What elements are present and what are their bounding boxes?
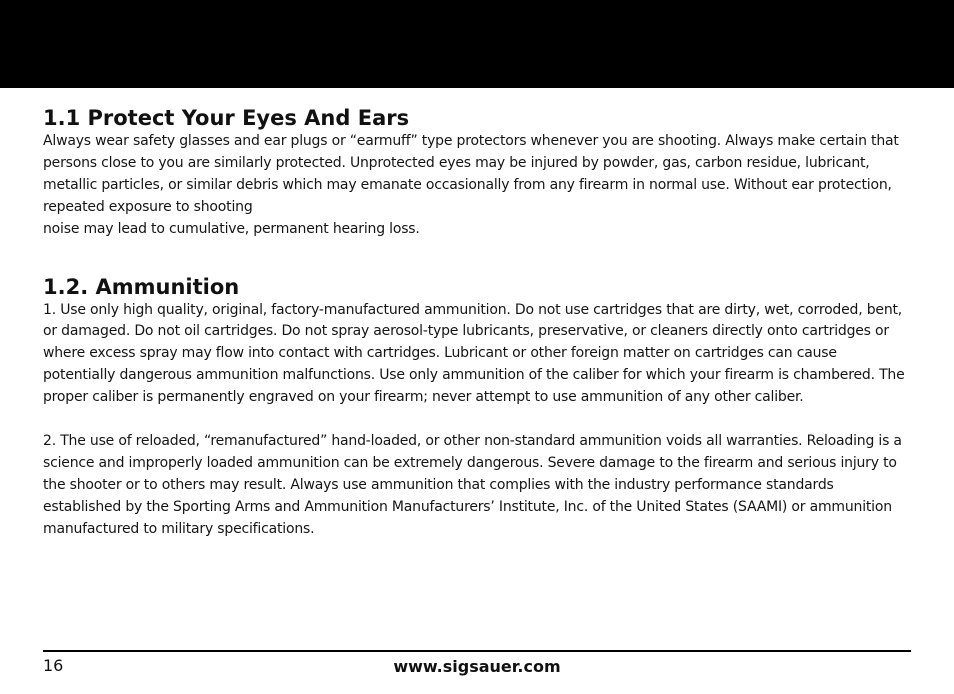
section-ammunition xyxy=(43,274,913,541)
paragraph-ammunition-1: 1. Use only high quality, original, factory-manufactured ammunition. Do not use cartridges that are dirty, wet, corroded, bent, or damaged. Do not oil cartridges. Do not spray aerosol-type lubricants, preservative, or cleaners directly onto cartridges or where excess spray may flow into contact with cartridges. Lubricant or other foreign matter on cartridges can cause potentially dangerous ammunition malfunctions. Use only ammunition of the caliber for which your firearm is chambered. The proper caliber is permanently engraved on your firearm; never attempt to use ammunition of any other caliber. xyxy=(43,301,905,406)
header-bar xyxy=(0,0,954,88)
paragraph-eyes-ears-1: Always wear safety glasses and ear plugs or “earmuff” type protectors whenever you are shooting. Always make certain that persons close to you are similarly protected. Unprotected eyes may be injured by powder, gas, carbon residue, lubricant, metallic particles, or similar debris which may emanate occasionally from any firearm in normal use. Without ear protection, repeated exposure to shooting xyxy=(43,133,899,215)
footer-divider xyxy=(43,650,911,652)
paragraph-ammunition-2: 2. The use of reloaded, “remanufactured” hand-loaded, or other non-standard ammunition voids all warranties. Reloading is a science and improperly loaded ammunition can be extremely dangerous. Severe damage to the firearm and serious injury to the shooter or to others may result. Always use ammunition that complies with the industry performance standards established by the Sporting Arms and Ammunition Manufacturers’ Institute, Inc. of the United States (SAAMI) or ammunition manufactured to military specifications. xyxy=(43,432,902,537)
section-heading-eyes-ears: 1.1 Protect Your Eyes And Ears xyxy=(43,106,410,130)
paragraph-eyes-ears-2: noise may lead to cumulative, permanent hearing loss. xyxy=(43,220,420,237)
section-heading-ammunition: 1.2. Ammunition xyxy=(43,274,240,299)
section-eyes-ears xyxy=(43,105,913,241)
page-number: 16 xyxy=(43,656,64,675)
page-content xyxy=(43,105,913,540)
footer-url: www.sigsauer.com xyxy=(393,657,561,676)
